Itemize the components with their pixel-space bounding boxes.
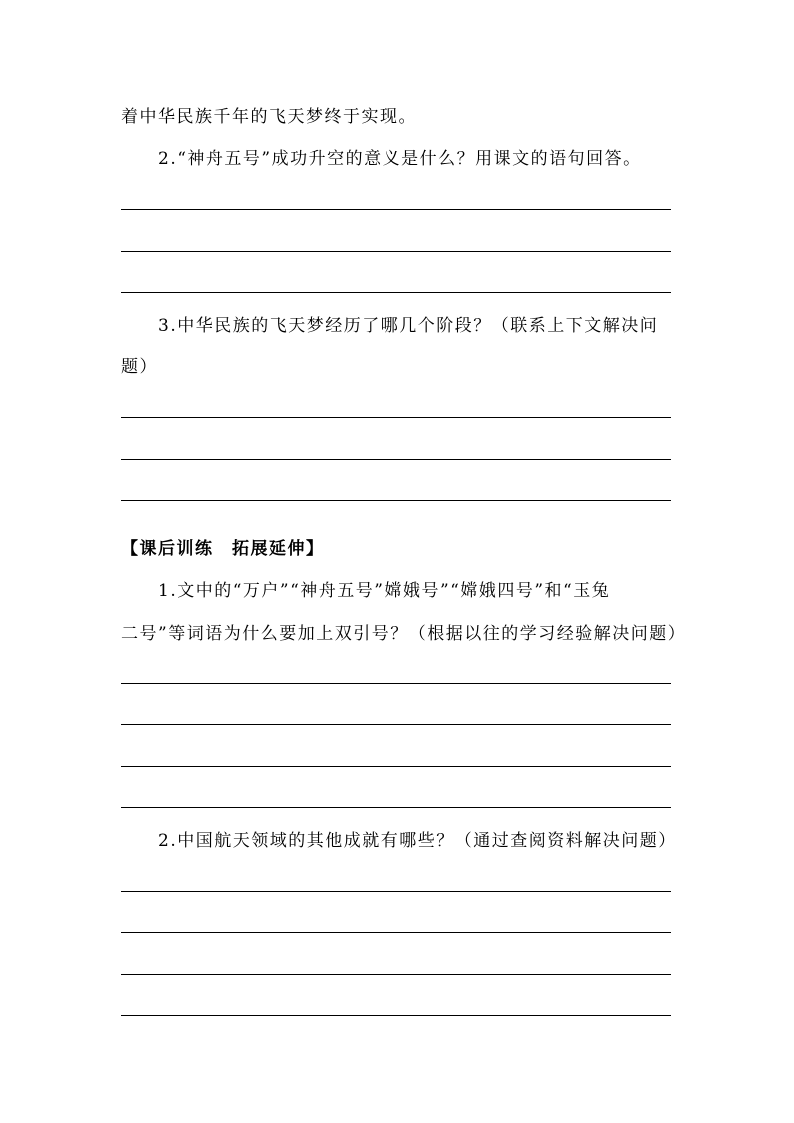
answer-line[interactable] [121, 724, 671, 725]
answer-line[interactable] [121, 683, 671, 684]
answer-line[interactable] [121, 459, 671, 460]
answer-line[interactable] [121, 500, 671, 501]
answer-line[interactable] [121, 209, 671, 210]
section-heading: 【课后训练 拓展延伸】 [121, 539, 325, 559]
answer-line[interactable] [121, 251, 671, 252]
answer-line[interactable] [121, 292, 671, 293]
answer-line[interactable] [121, 932, 671, 933]
question-3-text-line-2: 题） [121, 357, 158, 377]
answer-line[interactable] [121, 807, 671, 808]
intro-continuation-text: 着中华民族千年的飞天梦终于实现。 [121, 107, 417, 127]
extension-question-1-text-line-1: 1.文中的“万户”“神舟五号”嫦娥号”“嫦娥四号”和“玉兔 [158, 581, 611, 601]
answer-line[interactable] [121, 891, 671, 892]
answer-line[interactable] [121, 1015, 671, 1016]
extension-question-1-text-line-2: 二号”等词语为什么要加上双引号？（根据以往的学习经验解决问题） [121, 624, 687, 644]
answer-line[interactable] [121, 766, 671, 767]
question-3-text-line-1: 3.中华民族的飞天梦经历了哪几个阶段？（联系上下文解决问 [158, 316, 659, 336]
question-2-text: 2.“神舟五号”成功升空的意义是什么？用课文的语句回答。 [158, 149, 642, 169]
extension-question-2-text: 2.中国航天领域的其他成就有哪些？（通过查阅资料解决问题） [158, 831, 677, 851]
answer-line[interactable] [121, 417, 671, 418]
answer-line[interactable] [121, 974, 671, 975]
